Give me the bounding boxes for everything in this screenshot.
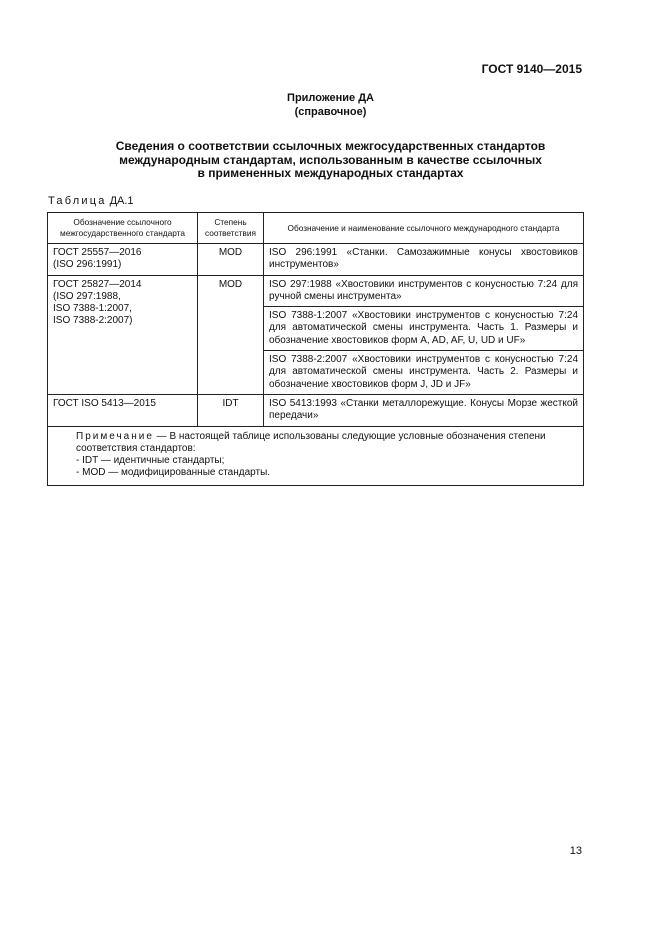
annex-title-block xyxy=(0,91,661,119)
note-item: - MOD — модифицированные стандарты. xyxy=(76,467,271,479)
table-row xyxy=(48,244,584,276)
reference-cell: ISO 5413:1993 «Станки металлорежущие. Конусы Морзе жесткой передачи» xyxy=(264,394,584,426)
heading-line-2: международным стандартам, использованным в качестве ссылочных xyxy=(119,152,542,167)
standard-cell: ГОСТ 25557—2016 (ISO 296:1991) xyxy=(48,244,198,276)
document-id: ГОСТ 9140—2015 xyxy=(481,62,582,76)
column-header-reference: Обозначение и наименование ссылочного международного стандарта xyxy=(264,213,584,244)
heading-line-1: Сведения о соответствии ссылочных межгосударственных стандартов xyxy=(115,139,546,153)
annex-title: Приложение ДА xyxy=(287,92,374,104)
table-caption-number: ДА.1 xyxy=(109,195,134,207)
degree-cell: MOD xyxy=(198,244,264,276)
heading-line-3: в примененных международных стандартах xyxy=(197,166,464,180)
note-label: Примечание xyxy=(76,430,154,442)
note-intro xyxy=(53,431,578,456)
table-row xyxy=(48,275,584,307)
standard-cell: ГОСТ 25827—2014 (ISO 297:1988, ISO 7388-1:2007, ISO 7388-2:2007) xyxy=(48,275,198,394)
standard-cell: ГОСТ ISO 5413—2015 xyxy=(48,394,198,426)
table-caption xyxy=(48,195,134,207)
section-heading xyxy=(0,140,661,181)
table-row xyxy=(48,394,584,426)
table-caption-word: Таблица xyxy=(48,195,107,207)
reference-cell: ISO 297:1988 «Хвостовики инструментов с конусностью 7:24 для ручной смены инструмента» xyxy=(264,275,584,307)
column-header-standard: Обозначение ссылочного межгосударственного стандарта xyxy=(48,213,198,244)
column-header-degree: Степень соответствия xyxy=(198,213,264,244)
note-text: — В настоящей таблице использованы следующие условные обозначения степени соответствия стандартов: xyxy=(76,430,546,454)
table-note-row xyxy=(48,426,584,485)
reference-cell: ISO 7388-2:2007 «Хвостовики инструментов с конусностью 7:24 для автоматической смены инструмента. Часть 2. Размеры и обозначение хвостовиков форм J, JD и JF» xyxy=(264,351,584,395)
table-header-row xyxy=(48,213,584,244)
degree-cell: IDT xyxy=(198,394,264,426)
note-item: - IDT — идентичные стандарты; xyxy=(76,455,225,467)
correspondence-table xyxy=(47,212,584,486)
degree-cell: MOD xyxy=(198,275,264,394)
annex-subtitle: (справочное) xyxy=(294,106,367,118)
page-number: 13 xyxy=(569,845,582,857)
reference-cell: ISO 296:1991 «Станки. Самозажимные конусы хвостовиков инструментов» xyxy=(264,244,584,276)
reference-cell: ISO 7388-1:2007 «Хвостовики инструментов с конусностью 7:24 для автоматической смены инструмента. Часть 1. Размеры и обозначение хвостовиков форм A, AD, AF, U, UD и UF» xyxy=(264,307,584,351)
table-note xyxy=(48,426,584,485)
